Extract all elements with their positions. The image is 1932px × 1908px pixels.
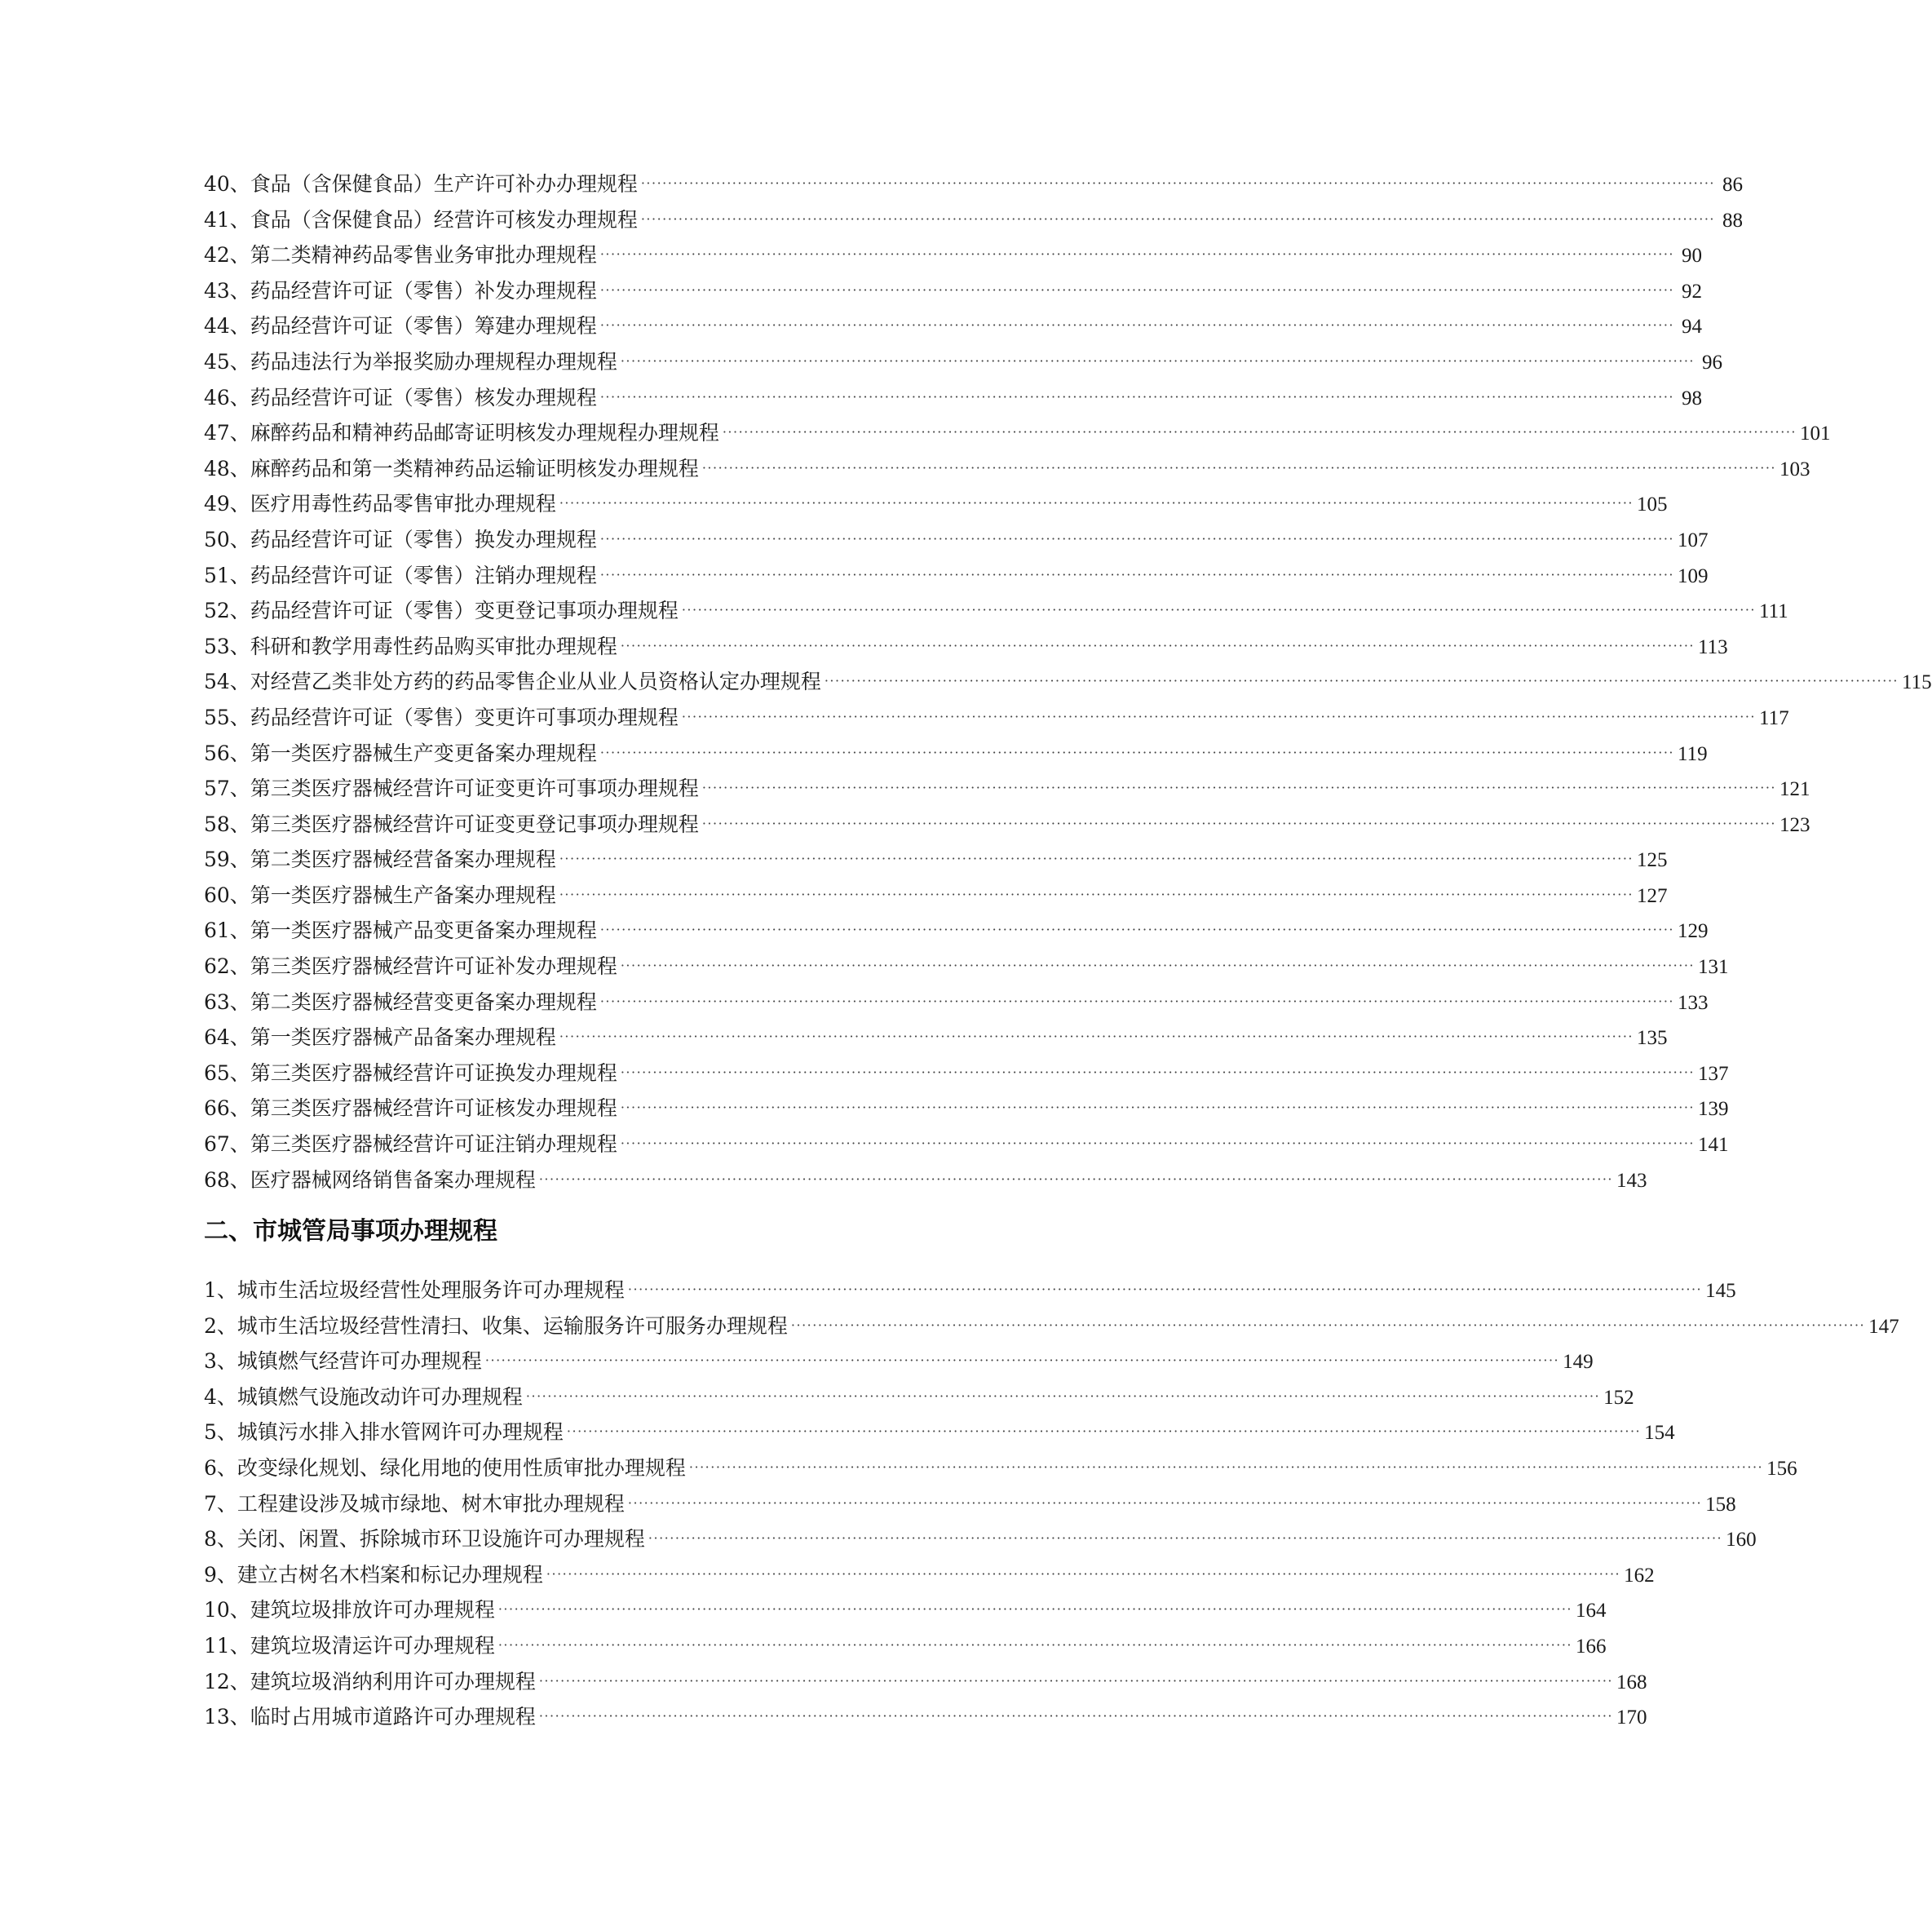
toc-dot-leader: ········································································································································································································ (599, 281, 1675, 298)
toc-dot-leader: ········································································································································································································ (599, 922, 1675, 938)
toc-entry[interactable] (204, 522, 1709, 558)
toc-entry[interactable] (204, 1162, 1647, 1198)
toc-entry-title: 67、第三类医疗器械经营许可证注销办理规程 (204, 1132, 617, 1157)
toc-dot-leader: ········································································································································································································ (681, 602, 1757, 618)
toc-entry-page-number: 117 (1759, 706, 1789, 729)
toc-entry[interactable] (204, 1521, 1757, 1557)
toc-entry-title: 58、第三类医疗器械经营许可证变更登记事项办理规程 (204, 812, 699, 836)
toc-entry-page-number: 139 (1698, 1098, 1729, 1121)
toc-entry[interactable] (204, 771, 1810, 807)
toc-entry-page-number: 135 (1637, 1027, 1668, 1050)
toc-entry-title: 1、城市生活垃圾经营性处理服务许可办理规程 (204, 1278, 625, 1302)
toc-dot-leader: ········································································································································································································ (538, 1708, 1614, 1724)
toc-dot-leader: ········································································································································································································ (620, 637, 1695, 653)
toc-entry[interactable] (204, 1557, 1655, 1593)
toc-entry-title: 62、第三类医疗器械经营许可证补发办理规程 (204, 954, 617, 979)
toc-entry[interactable] (204, 380, 1703, 416)
toc-entry[interactable] (204, 202, 1744, 238)
toc-entry-page-number: 115 (1902, 671, 1932, 694)
toc-dot-leader: ········································································································································································································ (620, 958, 1695, 974)
toc-dot-leader: ········································································································································································································ (722, 424, 1797, 440)
toc-entry-title: 53、科研和教学用毒性药品购买审批办理规程 (204, 634, 617, 658)
toc-entry[interactable] (204, 664, 1932, 700)
toc-entry-title: 45、药品违法行为举报奖励办理规程办理规程 (204, 349, 617, 374)
toc-entry[interactable] (204, 1592, 1607, 1628)
toc-entry-title: 5、城镇污水排入排水管网许可办理规程 (204, 1420, 564, 1445)
toc-entry-page-number: 113 (1698, 635, 1728, 658)
toc-entry[interactable] (204, 700, 1789, 736)
toc-entry-page-number: 143 (1616, 1169, 1647, 1192)
toc-entry-title: 48、麻醉药品和第一类精神药品运输证明核发办理规程 (204, 456, 699, 480)
toc-entry-title: 47、麻醉药品和精神药品邮寄证明核发办理规程办理规程 (204, 421, 719, 445)
toc-entry[interactable] (204, 451, 1810, 487)
toc-dot-leader: ········································································································································································································ (538, 1672, 1614, 1689)
toc-entry[interactable] (204, 807, 1810, 843)
toc-entry[interactable] (204, 736, 1708, 772)
toc-entry-page-number: 125 (1637, 849, 1668, 872)
toc-entry-title: 4、城镇燃气设施改动许可办理规程 (204, 1384, 523, 1409)
toc-entry-page-number: 147 (1868, 1315, 1899, 1338)
toc-entry-page-number: 111 (1759, 600, 1788, 623)
toc-dot-leader: ········································································································································································································ (559, 851, 1634, 867)
toc-dot-leader: ········································································································································································································ (640, 210, 1716, 227)
toc-list-part1 (204, 166, 1932, 1197)
toc-entry[interactable] (204, 1379, 1634, 1415)
toc-entry[interactable] (204, 878, 1668, 914)
toc-dot-leader: ········································································································································································································ (620, 352, 1695, 369)
toc-entry-page-number: 103 (1779, 458, 1810, 480)
toc-dot-leader: ········································································································································································································ (599, 744, 1675, 760)
toc-entry-page-number: 98 (1682, 387, 1703, 409)
toc-dot-leader: ········································································································································································································ (701, 815, 1777, 831)
toc-entry-page-number: 92 (1682, 280, 1703, 303)
toc-dot-leader: ········································································································································································································ (620, 1064, 1695, 1080)
toc-entry-title: 41、食品（含保健食品）经营许可核发办理规程 (204, 207, 638, 232)
toc-entry-page-number: 96 (1702, 351, 1723, 374)
toc-entry-page-number: 90 (1682, 245, 1703, 268)
toc-entry-page-number: 154 (1644, 1422, 1675, 1445)
toc-entry-title: 68、医疗器械网络销售备案办理规程 (204, 1167, 536, 1192)
toc-entry[interactable] (204, 1414, 1675, 1450)
toc-entry-title: 65、第三类医疗器械经营许可证换发办理规程 (204, 1060, 617, 1085)
toc-entry[interactable] (204, 1486, 1736, 1522)
toc-entry[interactable] (204, 486, 1668, 522)
toc-entry-page-number: 107 (1678, 529, 1709, 551)
toc-dot-leader: ········································································································································································································ (538, 1171, 1614, 1187)
toc-entry-title: 12、建筑垃圾消纳利用许可办理规程 (204, 1669, 536, 1693)
toc-dot-leader: ········································································································································································································ (559, 495, 1634, 511)
toc-entry-title: 44、药品经营许可证（零售）筹建办理规程 (204, 314, 597, 339)
toc-entry[interactable] (204, 415, 1831, 451)
toc-entry-page-number: 166 (1576, 1635, 1607, 1658)
toc-entry-title: 52、药品经营许可证（零售）变更登记事项办理规程 (204, 599, 679, 623)
toc-dot-leader: ········································································································································································································ (559, 1029, 1634, 1045)
toc-entry-title: 8、关闭、闲置、拆除城市环卫设施许可办理规程 (204, 1527, 645, 1552)
toc-entry-page-number: 101 (1800, 423, 1831, 445)
toc-dot-leader: ········································································································································································································ (824, 673, 1899, 689)
toc-entry-page-number: 160 (1726, 1529, 1757, 1552)
toc-entry-title: 10、建筑垃圾排放许可办理规程 (204, 1598, 495, 1622)
toc-entry-page-number: 86 (1722, 174, 1744, 196)
toc-entry-page-number: 141 (1698, 1134, 1729, 1157)
toc-entry[interactable] (204, 1450, 1797, 1486)
toc-dot-leader: ········································································································································································································ (620, 1100, 1695, 1116)
toc-entry[interactable] (204, 558, 1709, 594)
toc-entry-page-number: 145 (1705, 1280, 1736, 1302)
toc-entry-title: 60、第一类医疗器械生产备案办理规程 (204, 883, 556, 907)
toc-dot-leader: ········································································································································································································ (484, 1352, 1560, 1369)
toc-dot-leader: ········································································································································································································ (701, 459, 1777, 476)
toc-entry-title: 43、药品经营许可证（零售）补发办理规程 (204, 278, 597, 303)
toc-entry-title: 6、改变绿化规划、绿化用地的使用性质审批办理规程 (204, 1455, 686, 1480)
toc-dot-leader: ········································································································································································································ (525, 1388, 1601, 1404)
toc-entry-title: 46、药品经营许可证（零售）核发办理规程 (204, 385, 597, 409)
toc-entry[interactable] (204, 1127, 1729, 1162)
toc-entry[interactable] (204, 237, 1703, 273)
toc-dot-leader: ········································································································································································································ (599, 388, 1675, 405)
toc-dot-leader: ········································································································································································································ (790, 1317, 1866, 1333)
toc-dot-leader: ········································································································································································································ (599, 317, 1675, 334)
toc-list-part2 (204, 1273, 1899, 1735)
toc-entry[interactable] (204, 629, 1728, 665)
toc-entry-title: 3、城镇燃气经营许可办理规程 (204, 1349, 482, 1374)
toc-entry-page-number: 137 (1698, 1062, 1729, 1085)
toc-dot-leader: ········································································································································································································ (497, 1636, 1573, 1653)
toc-entry-page-number: 119 (1678, 742, 1708, 765)
toc-entry[interactable] (204, 949, 1729, 985)
toc-entry[interactable] (204, 842, 1668, 878)
toc-entry-page-number: 129 (1678, 920, 1709, 943)
toc-dot-leader: ········································································································································································································ (648, 1530, 1723, 1547)
toc-entry-title: 51、药品经营许可证（零售）注销办理规程 (204, 563, 597, 587)
toc-entry-page-number: 88 (1722, 209, 1744, 232)
toc-dot-leader: ········································································································································································································ (497, 1601, 1573, 1618)
toc-entry-page-number: 133 (1678, 991, 1709, 1014)
toc-entry-page-number: 156 (1766, 1457, 1797, 1480)
toc-dot-leader: ········································································································································································································ (599, 530, 1675, 547)
toc-dot-leader: ········································································································································································································ (559, 886, 1634, 902)
toc-dot-leader: ········································································································································································································ (701, 780, 1777, 796)
toc-entry[interactable] (204, 1628, 1607, 1664)
toc-entry-page-number: 168 (1616, 1671, 1647, 1693)
toc-entry[interactable] (204, 344, 1723, 380)
toc-dot-leader: ········································································································································································································ (688, 1459, 1764, 1475)
toc-entry[interactable] (204, 166, 1744, 202)
toc-dot-leader: ········································································································································································································ (599, 246, 1675, 263)
toc-entry[interactable] (204, 1664, 1647, 1700)
toc-entry-title: 54、对经营乙类非处方药的药品零售企业从业人员资格认定办理规程 (204, 670, 821, 694)
toc-entry[interactable] (204, 1056, 1729, 1091)
toc-dot-leader: ········································································································································································································ (566, 1423, 1642, 1440)
toc-entry-title: 40、食品（含保健食品）生产许可补办办理规程 (204, 172, 638, 196)
toc-entry-title: 7、工程建设涉及城市绿地、树木审批办理规程 (204, 1491, 625, 1516)
toc-entry-title: 49、医疗用毒性药品零售审批办理规程 (204, 492, 556, 516)
toc-entry-title: 61、第一类医疗器械产品变更备案办理规程 (204, 919, 597, 943)
toc-entry-page-number: 170 (1616, 1707, 1647, 1729)
toc-entry[interactable] (204, 985, 1709, 1020)
toc-dot-leader: ········································································································································································································ (627, 1282, 1703, 1297)
toc-entry-page-number: 131 (1698, 956, 1729, 979)
toc-entry-title: 56、第一类医疗器械生产变更备案办理规程 (204, 741, 597, 765)
toc-entry[interactable] (204, 1020, 1668, 1056)
toc-entry-title: 63、第二类医疗器械经营变更备案办理规程 (204, 989, 597, 1014)
toc-entry-page-number: 121 (1779, 778, 1810, 801)
toc-entry-title: 11、建筑垃圾清运许可办理规程 (204, 1633, 495, 1658)
toc-entry-title: 2、城市生活垃圾经营性清扫、收集、运输服务许可服务办理规程 (204, 1313, 788, 1338)
toc-entry-page-number: 105 (1637, 494, 1668, 516)
toc-entry[interactable] (204, 1699, 1647, 1735)
toc-dot-leader: ········································································································································································································ (620, 1136, 1695, 1152)
toc-dot-leader: ········································································································································································································ (599, 566, 1675, 582)
toc-entry-title: 9、建立古树名木档案和标记办理规程 (204, 1562, 543, 1587)
toc-entry-page-number: 94 (1682, 316, 1703, 339)
toc-entry-page-number: 149 (1563, 1351, 1594, 1374)
toc-entry[interactable] (204, 913, 1709, 949)
toc-entry-title: 57、第三类医疗器械经营许可证变更许可事项办理规程 (204, 777, 699, 801)
toc-dot-leader: ········································································································································································································ (640, 175, 1716, 191)
toc-entry-title: 66、第三类医疗器械经营许可证核发办理规程 (204, 1096, 617, 1121)
toc-entry-page-number: 162 (1624, 1564, 1655, 1587)
section-heading: 二、市城管局事项办理规程 (204, 1217, 497, 1246)
toc-entry-title: 13、临时占用城市道路许可办理规程 (204, 1705, 536, 1729)
toc-entry-title: 59、第二类医疗器械经营备案办理规程 (204, 848, 556, 872)
toc-dot-leader: ········································································································································································································ (681, 708, 1757, 724)
toc-entry-title: 64、第一类医疗器械产品备案办理规程 (204, 1025, 556, 1050)
toc-entry[interactable] (204, 308, 1703, 344)
toc-entry-title: 42、第二类精神药品零售业务审批办理规程 (204, 243, 597, 268)
toc-entry-page-number: 127 (1637, 884, 1668, 907)
toc-dot-leader: ········································································································································································································ (627, 1494, 1703, 1511)
toc-entry-title: 55、药品经营许可证（零售）变更许可事项办理规程 (204, 705, 679, 729)
toc-entry[interactable] (204, 1273, 1736, 1308)
toc-dot-leader: ········································································································································································································ (599, 993, 1675, 1009)
toc-entry-page-number: 109 (1678, 564, 1709, 587)
toc-entry[interactable] (204, 593, 1788, 629)
toc-entry[interactable] (204, 273, 1703, 309)
toc-entry[interactable] (204, 1308, 1899, 1344)
toc-entry[interactable] (204, 1344, 1594, 1379)
toc-entry[interactable] (204, 1091, 1729, 1127)
toc-entry-page-number: 158 (1705, 1493, 1736, 1516)
toc-entry-page-number: 164 (1576, 1600, 1607, 1622)
toc-entry-page-number: 123 (1779, 813, 1810, 836)
toc-dot-leader: ········································································································································································································ (546, 1565, 1621, 1582)
toc-entry-page-number: 152 (1603, 1386, 1634, 1409)
toc-entry-title: 50、药品经营许可证（零售）换发办理规程 (204, 527, 597, 551)
